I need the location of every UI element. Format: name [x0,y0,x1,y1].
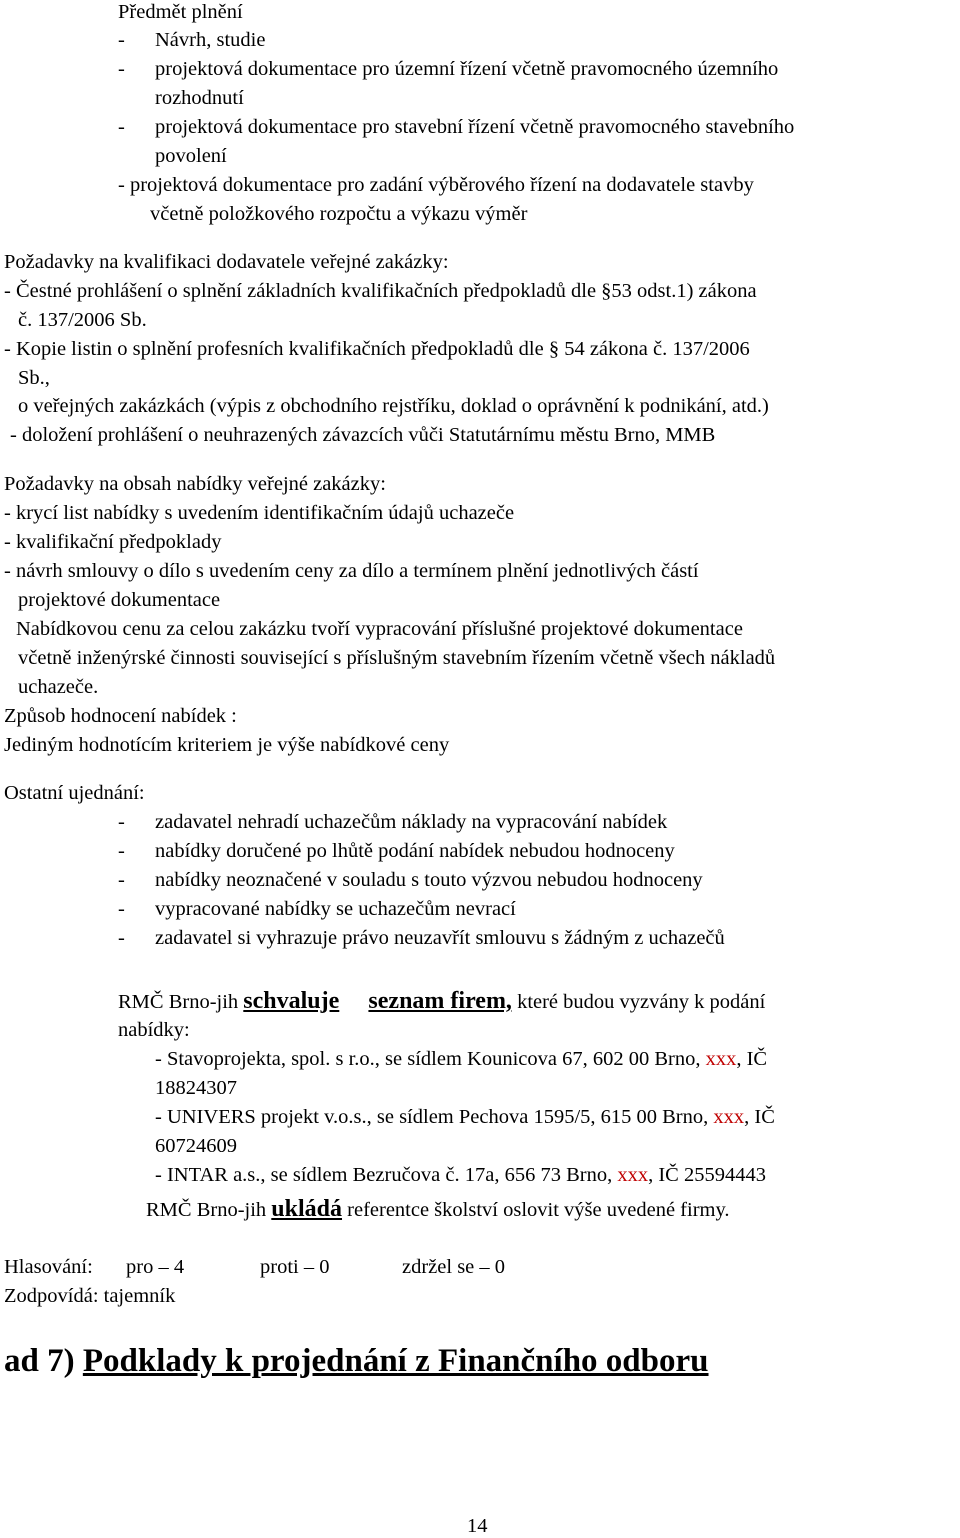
rmc-seznam: seznam firem, [368,988,512,1014]
kvalifikace-line: Sb., [18,367,50,389]
firma-ic-number: 18824307 [155,1077,237,1099]
ostatni-item: zadavatel si vyhrazuje právo neuzavřít smlouvu s žádným z uchazečů [155,927,725,949]
list-dash: - [118,840,125,862]
firma-line [155,1163,766,1187]
rmc-schvaluje: schvaluje [243,988,340,1014]
kvalifikace-line: - Čestné prohlášení o splnění základních kvalifikačních předpokladů dle §53 odst.1) zákona [4,280,757,302]
rmc-resolution-line [118,986,765,1017]
obsah-line: - návrh smlouvy o dílo s uvedením ceny za dílo a termínem plnění jednotlivých částí [4,560,699,582]
heading-prefix: ad 7) [4,1343,83,1379]
rmc-uklada-suffix: referentce školství oslovit výše uvedené firmy. [342,1199,730,1221]
section-title-predmet: Předmět plnění [118,1,243,23]
list-dash: - [118,29,125,51]
list-item: - projektová dokumentace pro zadání výběrového řízení na dodavatele stavby [118,174,754,196]
rmc-uklada: ukládá [271,1196,343,1222]
page-number: 14 [467,1515,488,1537]
list-dash: - [118,869,125,891]
hlasovani-zdrzel: zdržel se – 0 [402,1256,506,1278]
list-item: projektová dokumentace pro územní řízení včetně pravomocného územního [155,58,779,80]
list-item-cont: povolení [155,145,227,167]
redacted-text: xxx [713,1106,745,1128]
rmc-line2: nabídky: [118,1019,190,1041]
list-dash: - [118,927,125,949]
zodpovida: Zodpovídá: tajemník [4,1285,176,1307]
firma-ic-number: 60724609 [155,1135,237,1157]
obsah-line: - kvalifikační předpoklady [4,531,222,553]
kvalifikace-line: o veřejných zakázkách (výpis z obchodního rejstříku, doklad o oprávnění k podnikání, atd.) [18,395,769,417]
firma-text: - Stavoprojekta, spol. s r.o., se sídlem Kounicova 67, 602 00 Brno, [155,1048,706,1070]
ostatni-item: zadavatel nehradí uchazečům náklady na vypracování nabídek [155,811,668,833]
redacted-text: xxx [705,1048,737,1070]
list-item: projektová dokumentace pro stavební řízení včetně pravomocného stavebního [155,116,795,138]
firma-line [155,1105,775,1129]
list-dash: - [118,898,125,920]
list-item-cont: rozhodnutí [155,87,244,109]
section-heading [4,1341,709,1381]
rmc-prefix: RMČ Brno-jih [118,991,244,1013]
section-title-obsah: Požadavky na obsah nabídky veřejné zakázky: [4,473,386,495]
firma-ic: , IČ [744,1106,775,1128]
firma-text: - UNIVERS projekt v.o.s., se sídlem Pechova 1595/5, 615 00 Brno, [155,1106,714,1128]
obsah-line: Nabídkovou cenu za celou zakázku tvoří vypracování příslušné projektové dokumentace [16,618,743,640]
kvalifikace-line: - doložení prohlášení o neuhrazených závazcích vůči Statutárnímu městu Brno, MMB [10,424,716,446]
redacted-text: xxx [617,1164,649,1186]
ostatni-item: vypracované nabídky se uchazečům nevrací [155,898,516,920]
rmc-suffix: které budou vyzvány k podání [517,991,766,1013]
heading-title: Podklady k projednání z Finančního odboru [82,1343,709,1379]
firma-ic: , IČ [736,1048,768,1070]
list-item: Návrh, studie [155,29,266,51]
firma-ic: , IČ 25594443 [648,1164,766,1186]
ostatni-item: nabídky neoznačené v souladu s touto výzvou nebudou hodnoceny [155,869,703,891]
ostatni-item: nabídky doručené po lhůtě podání nabídek nebudou hodnoceny [155,840,675,862]
kvalifikace-line: č. 137/2006 Sb. [18,309,147,331]
kvalifikace-line: - Kopie listin o splnění profesních kvalifikačních předpokladů dle § 54 zákona č. 137/2006 [4,338,750,360]
obsah-line: - krycí list nabídky s uvedením identifikačním údajů uchazeče [4,502,515,524]
firma-line [155,1047,767,1071]
hodnoceni-text: Jediným hodnotícím kriteriem je výše nabídkové ceny [4,734,450,756]
obsah-line: včetně inženýrské činnosti související s příslušným stavebním řízením včetně všech nákladů [18,647,776,669]
section-title-ostatni: Ostatní ujednání: [4,782,145,804]
section-title-kvalifikace: Požadavky na kvalifikaci dodavatele veřejné zakázky: [4,251,449,273]
firma-text: - INTAR a.s., se sídlem Bezručova č. 17a, 656 73 Brno, [155,1164,618,1186]
rmc-prefix: RMČ Brno-jih [146,1199,272,1221]
list-dash: - [118,116,125,138]
obsah-line: uchazeče. [18,676,99,698]
list-item-cont: včetně položkového rozpočtu a výkazu výměr [150,203,528,225]
section-title-hodnoceni: Způsob hodnocení nabídek : [4,705,237,727]
hlasovani-pro: pro – 4 [126,1256,185,1278]
hlasovani-proti: proti – 0 [260,1256,330,1278]
obsah-line: projektové dokumentace [18,589,221,611]
rmc-uklada-line [146,1194,730,1225]
list-dash: - [118,811,125,833]
hlasovani-label: Hlasování: [4,1256,93,1278]
list-dash: - [118,58,125,80]
